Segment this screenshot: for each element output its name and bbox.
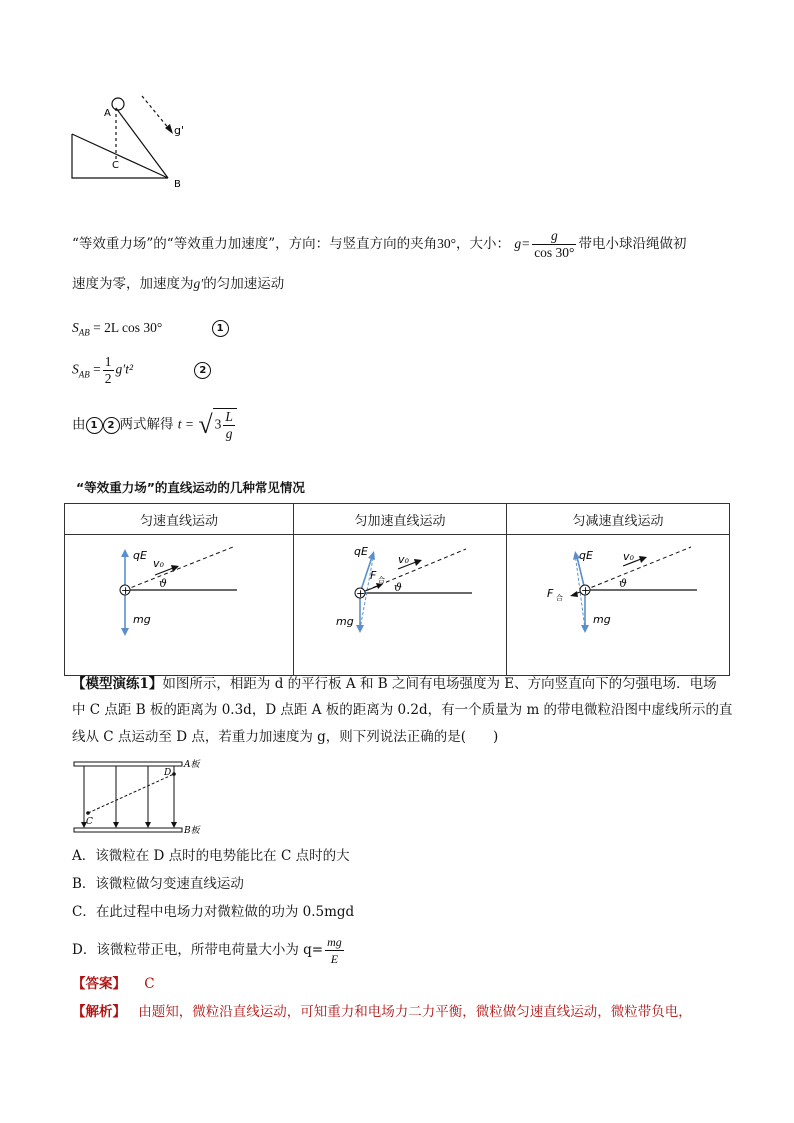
label-B: B [174,179,181,190]
problem-text-1: 如图所示，相距为 d 的平行板 A 和 B 之间有电场强度为 E、方向竖直向下的匀强电场．电场 [162,676,717,692]
incline-drawing [72,96,170,178]
label-theta: ϑ [159,577,167,590]
option-A[interactable]: A．该微粒在 D 点时的电势能比在 C 点时的大 [72,848,350,864]
qE-arrowhead [121,549,129,557]
ball [112,98,124,110]
g-den: cos 30° [534,245,575,260]
eq2-num: 1 [104,354,112,369]
intro-line-1 [72,228,686,261]
incline-figure [64,92,204,192]
solve-line [72,408,237,442]
answer-line [72,974,155,994]
label-F: F [547,587,554,600]
eq2-den: 2 [104,371,112,386]
sqrt-body [213,408,237,442]
eq1-sub: AB [78,327,90,338]
problem-tag: 【模型演练1】 [72,676,163,692]
option-D-fraction [325,934,344,967]
problem-line-1 [72,674,717,694]
trajectory [88,774,174,813]
figure-accelerate-cell [294,535,507,676]
option-C[interactable]: C．在此过程中电场力对微粒做的功为 0.5mgd [72,904,355,920]
equation-2 [72,354,211,387]
figure-accelerate [294,535,506,671]
equation-1 [72,318,229,343]
eq2-s: S [72,361,79,377]
label-he: 合 [378,576,385,584]
label-mg: mg [133,613,151,626]
eq1-s: S [72,320,79,335]
problem-line-2: 中 C 点距 B 板的距离为 0.3d，D 点距 A 板的距离为 0.2d，有一个质量为 m 的带电微粒沿图中虚线所示的直 [72,702,733,718]
eq2-fraction [103,354,114,387]
charge-sign: + [581,584,591,597]
solve-tag-1: 1 [86,417,103,434]
solve-prefix: 由 [72,416,86,433]
plate-A [74,762,182,766]
plate-B [74,828,182,832]
label-theta: ϑ [619,577,627,590]
solve-t: t = [177,416,195,432]
figure-uniform [65,535,293,671]
figure-uniform-cell [65,535,294,676]
g-num: g [532,228,576,245]
eq2-sub: AB [78,369,90,380]
sqrt-num: L [225,409,233,424]
cases-table [64,503,730,676]
label-D: D [164,768,172,778]
option-D-num: mg [327,935,342,949]
charge-sign: + [356,587,366,600]
option-D-text: D．该微粒带正电，所带电荷量大小为 q= [72,942,324,958]
figure-decelerate-cell [507,535,730,676]
option-B[interactable]: B．该微粒做匀变速直线运动 [72,876,244,892]
v0-arrowhead [639,556,647,563]
eq2-eq: = [93,361,101,377]
header-accelerate: 匀加速直线运动 [294,504,507,535]
label-he: 合 [556,594,563,602]
answer-value: C [144,976,155,992]
intro-line-2 [72,274,284,294]
charge-sign: + [121,584,131,597]
problem-line-3: 线从 C 点运动至 D 点，若重力加速度为 g，则下列说法正确的是( ) [72,729,499,745]
label-mg: mg [336,615,354,628]
sqrt-expression: √ [198,410,213,439]
analysis-tag: 【解析】 [72,1004,126,1020]
label-C: C [86,817,93,827]
eq1-tag: 1 [212,320,229,337]
intro-text-3: 带电小球沿绳做初 [578,236,687,252]
field-arrowheads [81,822,177,828]
eq2-rhs: g′t² [115,361,134,377]
intro-angle: 30° [437,236,457,251]
point-D [172,772,176,776]
table-figure-row [65,535,730,676]
label-C: C [112,160,119,171]
label-theta: ϑ [394,581,402,594]
label-F: F [370,569,377,582]
rope-line [116,108,168,178]
dashed-path [585,547,691,590]
v0-arrowhead [414,559,422,566]
option-D[interactable] [72,934,346,967]
header-decelerate: 匀减速直线运动 [507,504,730,535]
eq2-tag: 2 [194,362,211,379]
solve-tag-2: 2 [103,417,120,434]
g-lhs: g= [514,236,531,251]
intro-text-5: 的匀加速运动 [203,276,285,292]
label-v0: v₀ [153,557,164,570]
solve-mid: 两式解得 [119,416,174,433]
label-plate-B: B板 [184,826,200,836]
F-arrowhead [570,591,578,597]
plates-figure [70,758,220,838]
label-qE: qE [133,549,147,562]
label-mg: mg [593,613,611,626]
point-C [86,811,90,815]
sqrt-fraction [223,409,235,442]
answer-tag: 【答案】 [72,976,126,992]
sqrt-den: g [225,426,233,441]
label-v0: v₀ [623,550,634,563]
intro-text-2: ，大小： [456,236,511,252]
field-lines [84,766,174,824]
label-gprime: g' [174,124,185,137]
label-v0: v₀ [398,553,409,566]
g-fraction [532,228,576,261]
incline-block [72,134,168,178]
intro-text-1: “等效重力场”的“等效重力加速度”，方向：与竖直方向的夹角 [72,236,438,252]
sqrt-coef: 3 [214,416,222,432]
label-plate-A: A板 [184,760,200,770]
label-qE: qE [579,549,593,562]
table-header-row [65,504,730,535]
header-uniform: 匀速直线运动 [65,504,294,535]
analysis-line [72,1002,692,1022]
section-title: “等效重力场”的直线运动的几种常见情况 [76,480,305,495]
gprime-dashed [142,96,170,130]
label-A: A [104,108,111,119]
intro-gprime: g′ [193,276,204,291]
figure-decelerate [507,535,729,671]
mg-arrowhead [121,628,129,636]
option-D-den: E [330,952,339,966]
intro-text-4: 速度为零，加速度为 [72,276,194,292]
analysis-text: 由题知，微粒沿直线运动，可知重力和电场力二力平衡，微粒做匀速直线运动，微粒带负电， [138,1004,692,1020]
eq1-rhs: = 2L cos 30° [93,320,163,335]
label-qE: qE [354,545,368,558]
